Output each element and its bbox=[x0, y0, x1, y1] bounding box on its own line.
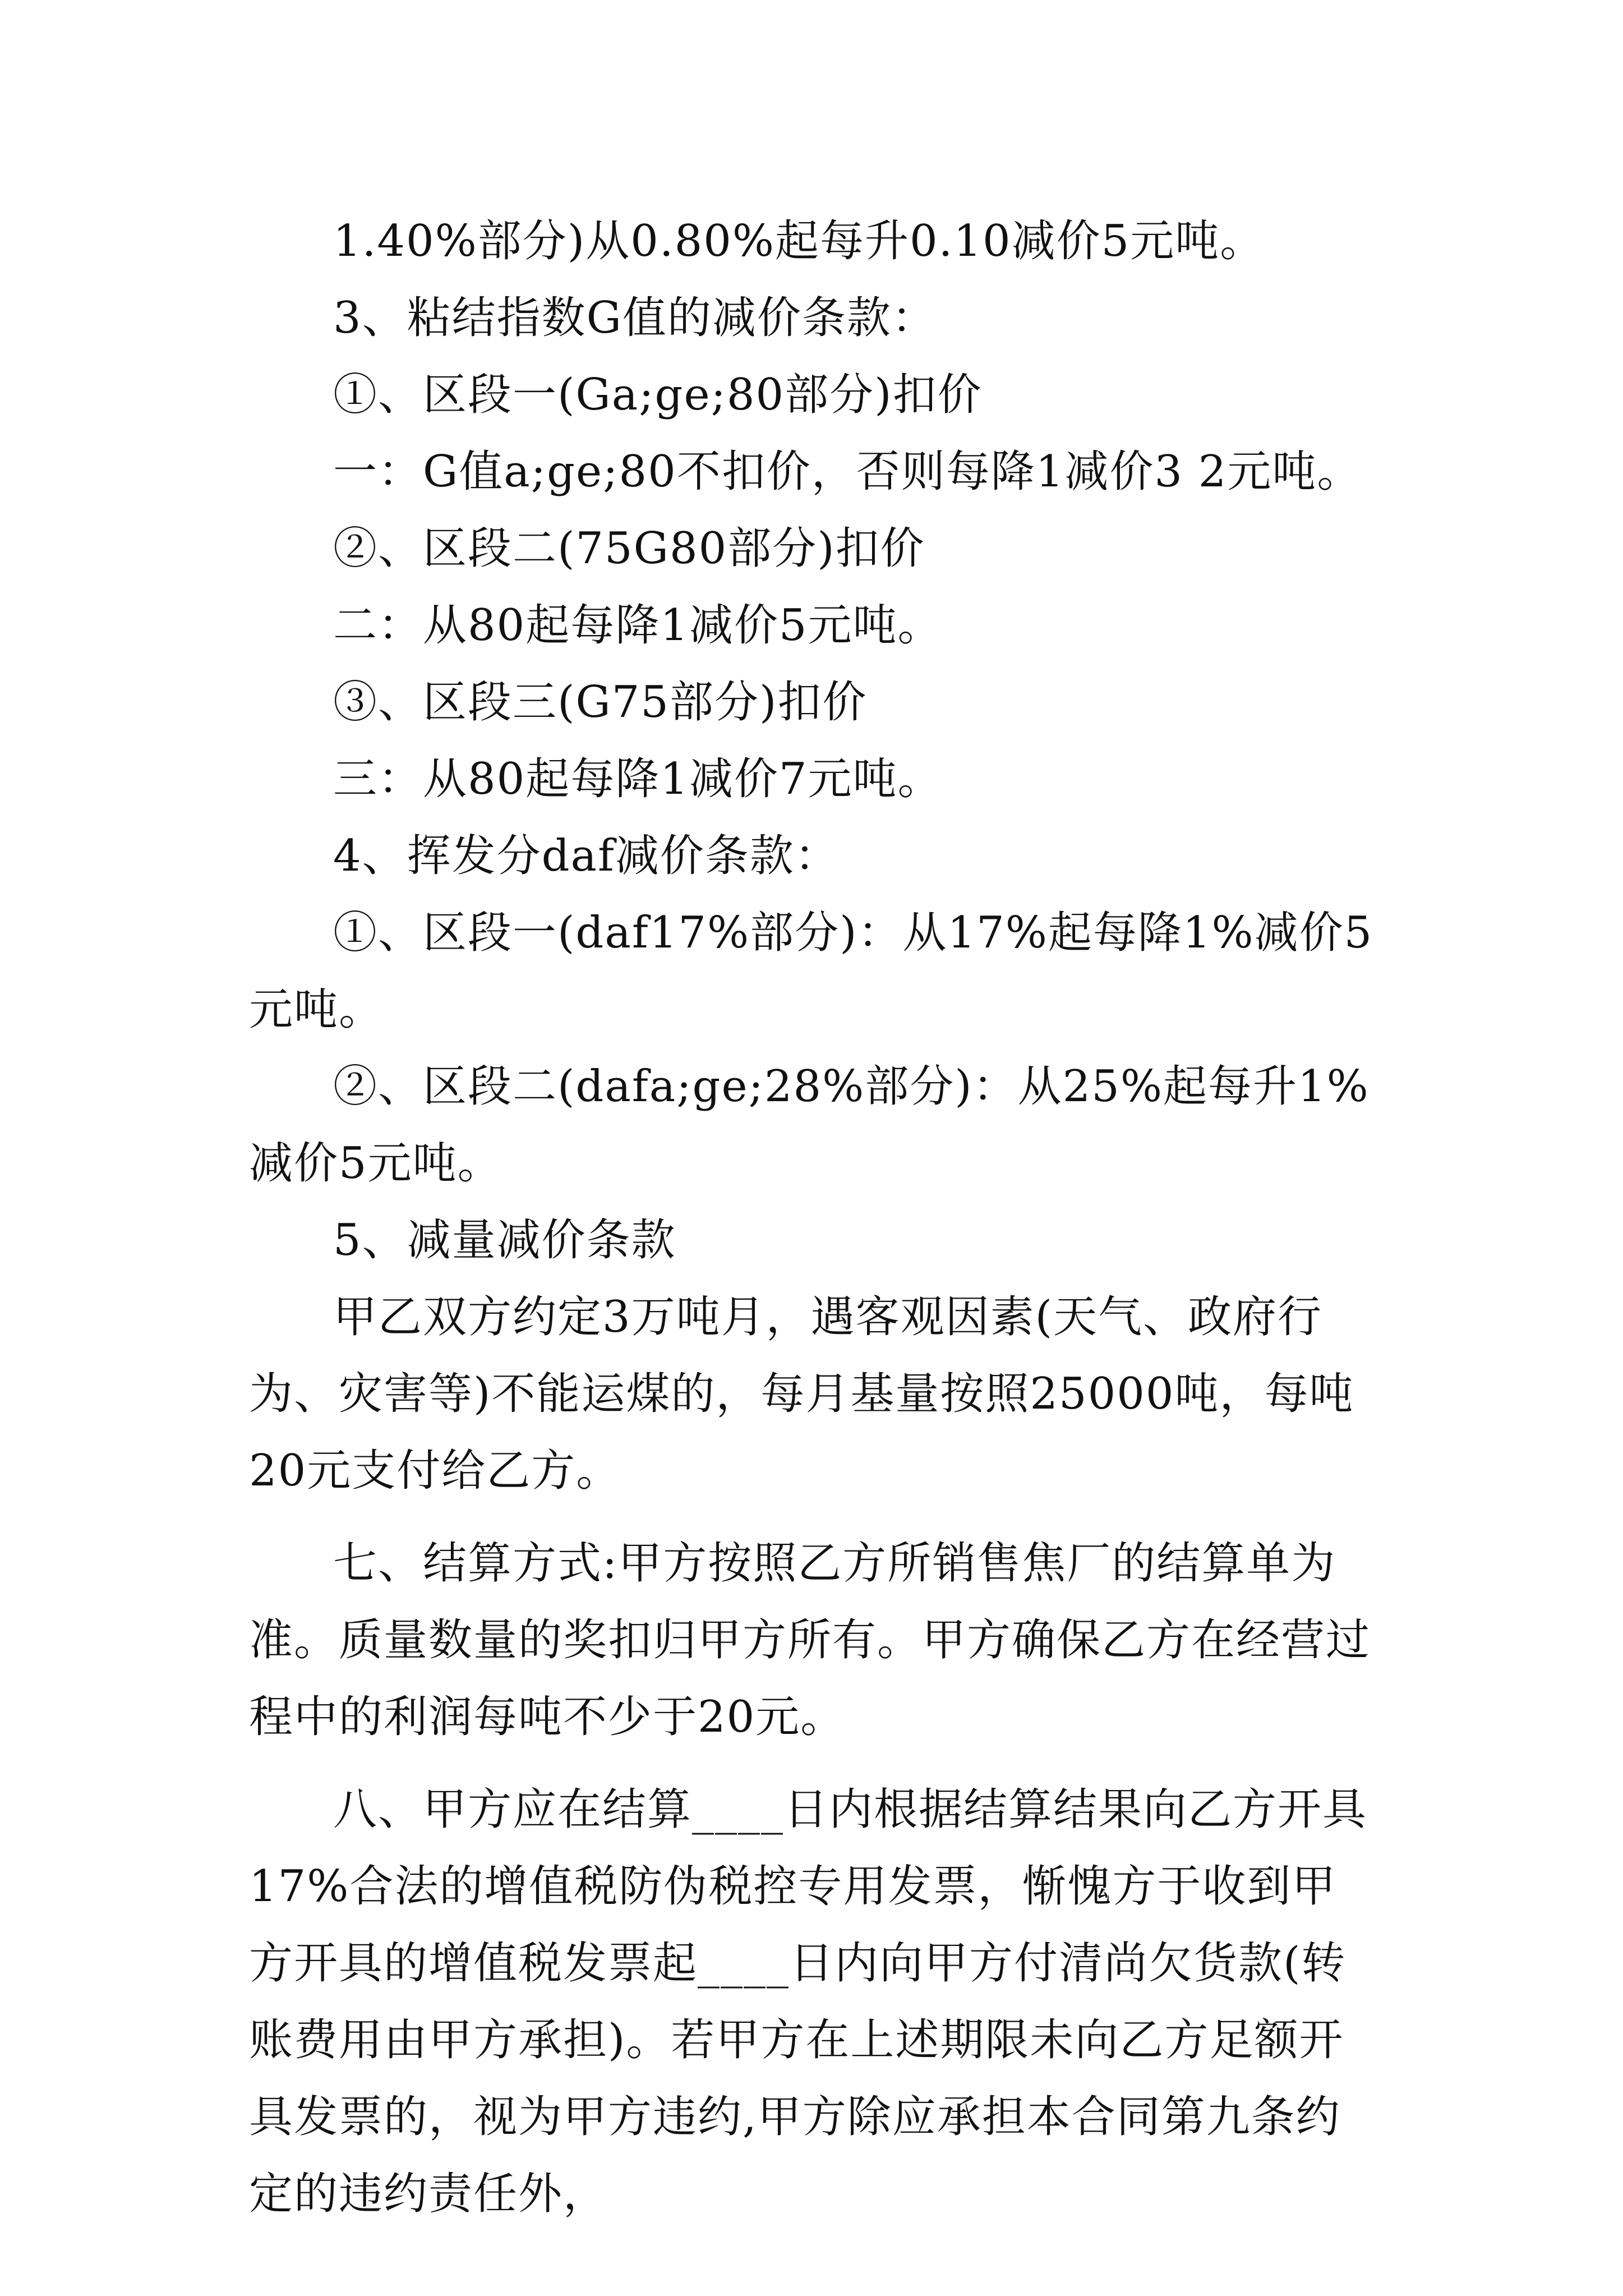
paragraph-reduction-detail: 甲乙双方约定3万吨月，遇客观因素(天气、政府行为、灾害等)不能运煤的，每月基量按照25000吨，每吨20元支付给乙方。 bbox=[249, 1292, 1354, 1496]
paragraph-volatile-section-2: ②、区段二(dafa;ge;28%部分)：从25%起每升1%减价5元吨。 bbox=[249, 1061, 1370, 1189]
paragraph-g-section-2-detail: 二：从80起每降1减价5元吨。 bbox=[333, 600, 943, 651]
document-body bbox=[249, 203, 1376, 2233]
paragraph-g-section-2: ②、区段二(75G80部分)扣价 bbox=[333, 523, 925, 574]
paragraph-g-section-1-detail: 一：G值a;ge;80不扣价，否则每降1减价3 2元吨。 bbox=[333, 447, 1362, 497]
paragraph-sulfur-clause-cont: 1.40%部分)从0.80%起每升0.10减价5元吨。 bbox=[333, 216, 1265, 266]
paragraph-settlement-method: 七、结算方式:甲方按照乙方所销售焦厂的结算单为准。质量数量的奖扣归甲方所有。甲方确保乙方在经营过程中的利润每吨不少于20元。 bbox=[249, 1538, 1371, 1742]
paragraph-g-section-3: ③、区段三(G75部分)扣价 bbox=[333, 677, 868, 728]
paragraph-volatile-heading: 4、挥发分daf减价条款： bbox=[333, 831, 840, 881]
paragraph-reduction-heading: 5、减量减价条款 bbox=[333, 1215, 676, 1266]
paragraph-g-section-1: ①、区段一(Ga;ge;80部分)扣价 bbox=[333, 370, 983, 420]
paragraph-g-section-3-detail: 三：从80起每降1减价7元吨。 bbox=[333, 754, 943, 804]
paragraph-volatile-section-1: ①、区段一(daf17%部分)：从17%起每降1%减价5元吨。 bbox=[249, 908, 1373, 1035]
paragraph-invoice-clause: 八、甲方应在结算____日内根据结算结果向乙方开具17%合法的增值税防伪税控专用发票，惭愧方于收到甲方开具的增值税发票起____日内向甲方付清尚欠货款(转账费用由甲方承担)。若甲方在上述期限未向乙方足额开具发票的，视为甲方违约,甲方除应承担本合同第九条约定的违约责任外， bbox=[249, 1784, 1368, 2219]
paragraph-g-value-heading: 3、粘结指数G值的减价条款： bbox=[333, 293, 937, 343]
